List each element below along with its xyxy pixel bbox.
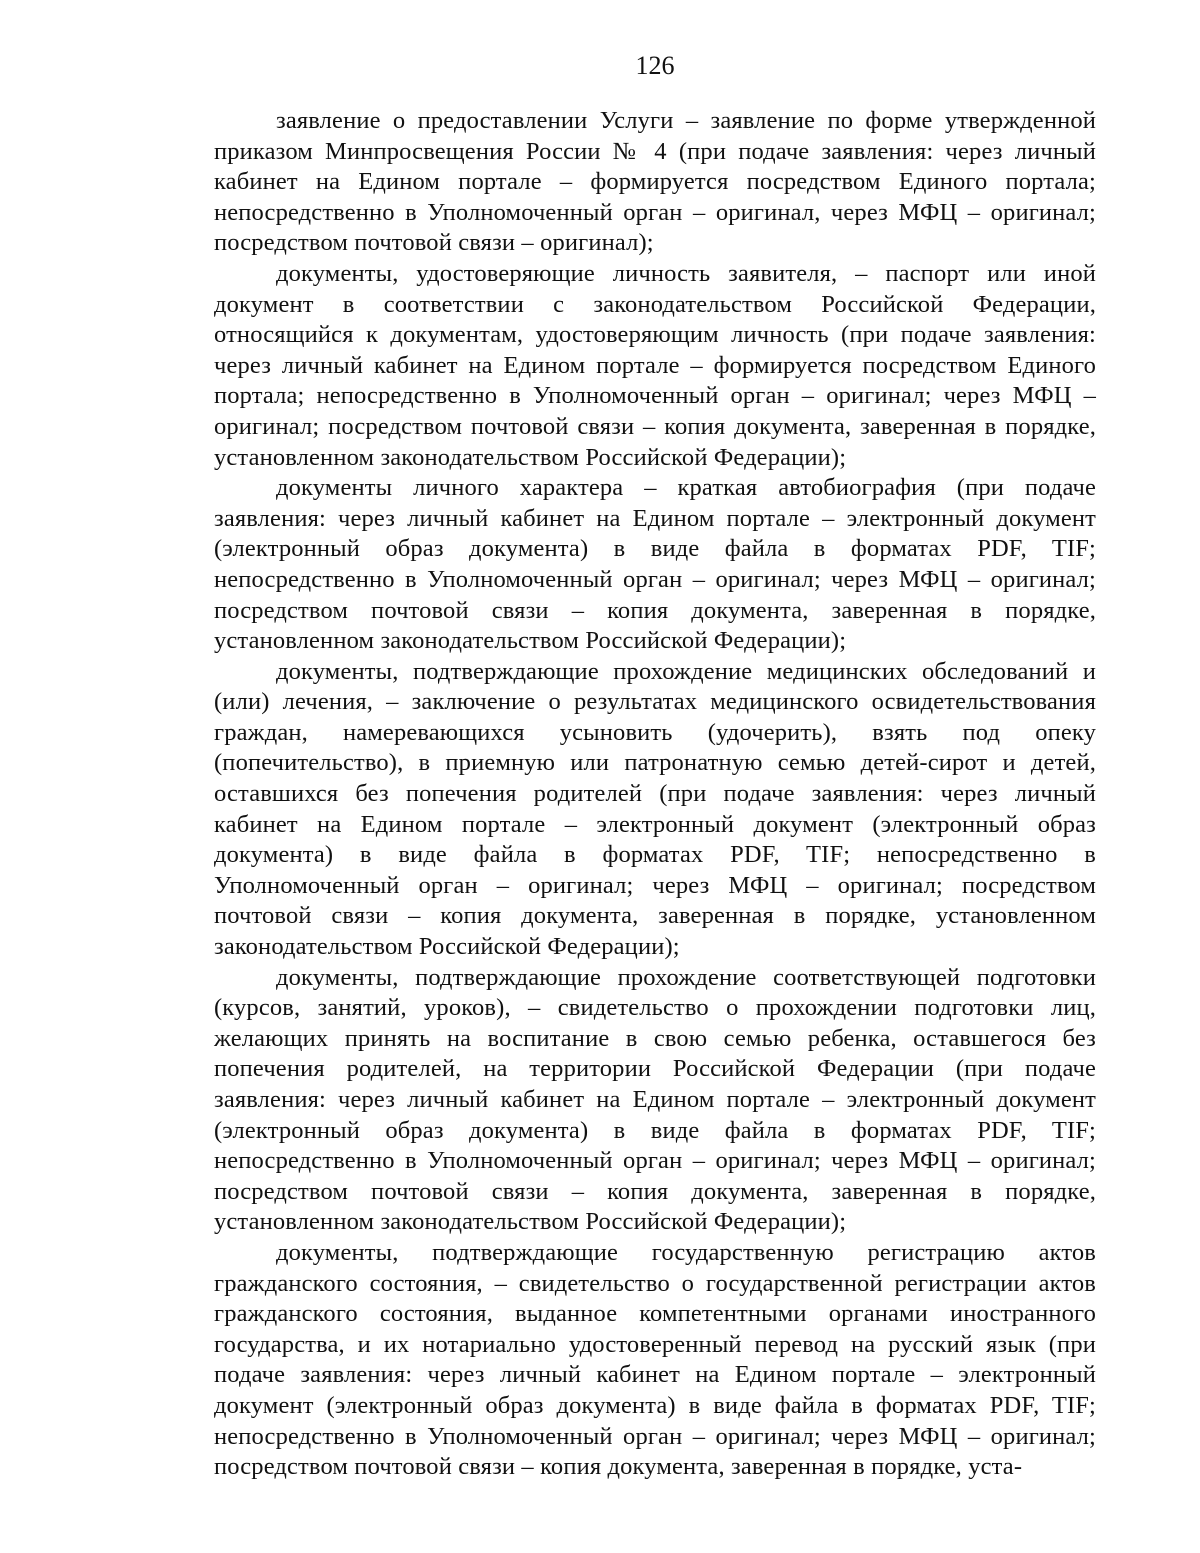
paragraph-civil-registration-documents: документы, подтверждающие государственную регистрацию актов гражданского состояния, – свидетельство о государственной регистрации актов гражданского состояния, выданное компетентными органами иностранного государства, и их нотариально удостоверенный перевод на русский язык (при подаче заявления: через личный кабинет на Едином портале – электронный документ (электронный образ документа) в виде файла в форматах PDF, TIF; непосредственно в Уполномоченный орган – оригинал; через МФЦ – оригинал; посредством почтовой связи – копия документа, заверенная в порядке, уста- xyxy=(214,1238,1096,1481)
paragraph-application: заявление о предоставлении Услуги – заявление по форме утвержденной приказом Минпросвещения России № 4 (при подаче заявления: через личный кабинет на Едином портале – формируется посредством Единого портала; непосредственно в Уполномоченный орган – оригинал, через МФЦ – оригинал; посредством почтовой связи – оригинал); xyxy=(214,107,1096,257)
page-number: 126 xyxy=(635,51,675,80)
paragraph-personal-documents: документы личного характера – краткая автобиография (при подаче заявления: через личный кабинет на Едином портале – электронный документ (электронный образ документа) в виде файла в форматах PDF, TIF; непосредственно в Уполномоченный орган – оригинал; через МФЦ – оригинал; посредством почтовой связи – копия документа, заверенная в порядке, установленном законодательством Российской Федерации); xyxy=(214,474,1096,655)
document-body xyxy=(214,106,1096,1483)
paragraph-identity-documents: документы, удостоверяющие личность заявителя, – паспорт или иной документ в соответствии с законодательством Российской Федерации, относящийся к документам, удостоверяющим личность (при подаче заявления: через личный кабинет на Едином портале – формируется посредством Единого портала; непосредственно в Уполномоченный орган – оригинал; через МФЦ – оригинал; посредством почтовой связи – копия документа, заверенная в порядке, установленном законодательством Российской Федерации); xyxy=(214,259,1096,471)
paragraph-training-documents: документы, подтверждающие прохождение соответствующей подготовки (курсов, занятий, уроков), – свидетельство о прохождении подготовки лиц, желающих принять на воспитание в свою семью ребенка, оставшегося без попечения родителей, на территории Российской Федерации (при подаче заявления: через личный кабинет на Едином портале – электронный документ (электронный образ документа) в виде файла в форматах PDF, TIF; непосредственно в Уполномоченный орган – оригинал; через МФЦ – оригинал; посредством почтовой связи – копия документа, заверенная в порядке, установленном законодательством Российской Федерации); xyxy=(214,963,1096,1236)
paragraph-medical-documents: документы, подтверждающие прохождение медицинских обследований и (или) лечения, – заключение о результатах медицинского освидетельствования граждан, намеревающихся усыновить (удочерить), взять под опеку (попечительство), в приемную или патронатную семью детей-сирот и детей, оставшихся без попечения родителей (при подаче заявления: через личный кабинет на Едином портале – электронный документ (электронный образ документа) в виде файла в форматах PDF, TIF; непосредственно в Уполномоченный орган – оригинал; через МФЦ – оригинал; посредством почтовой связи – копия документа, заверенная в порядке, установленном законодательством Российской Федерации); xyxy=(214,657,1096,961)
